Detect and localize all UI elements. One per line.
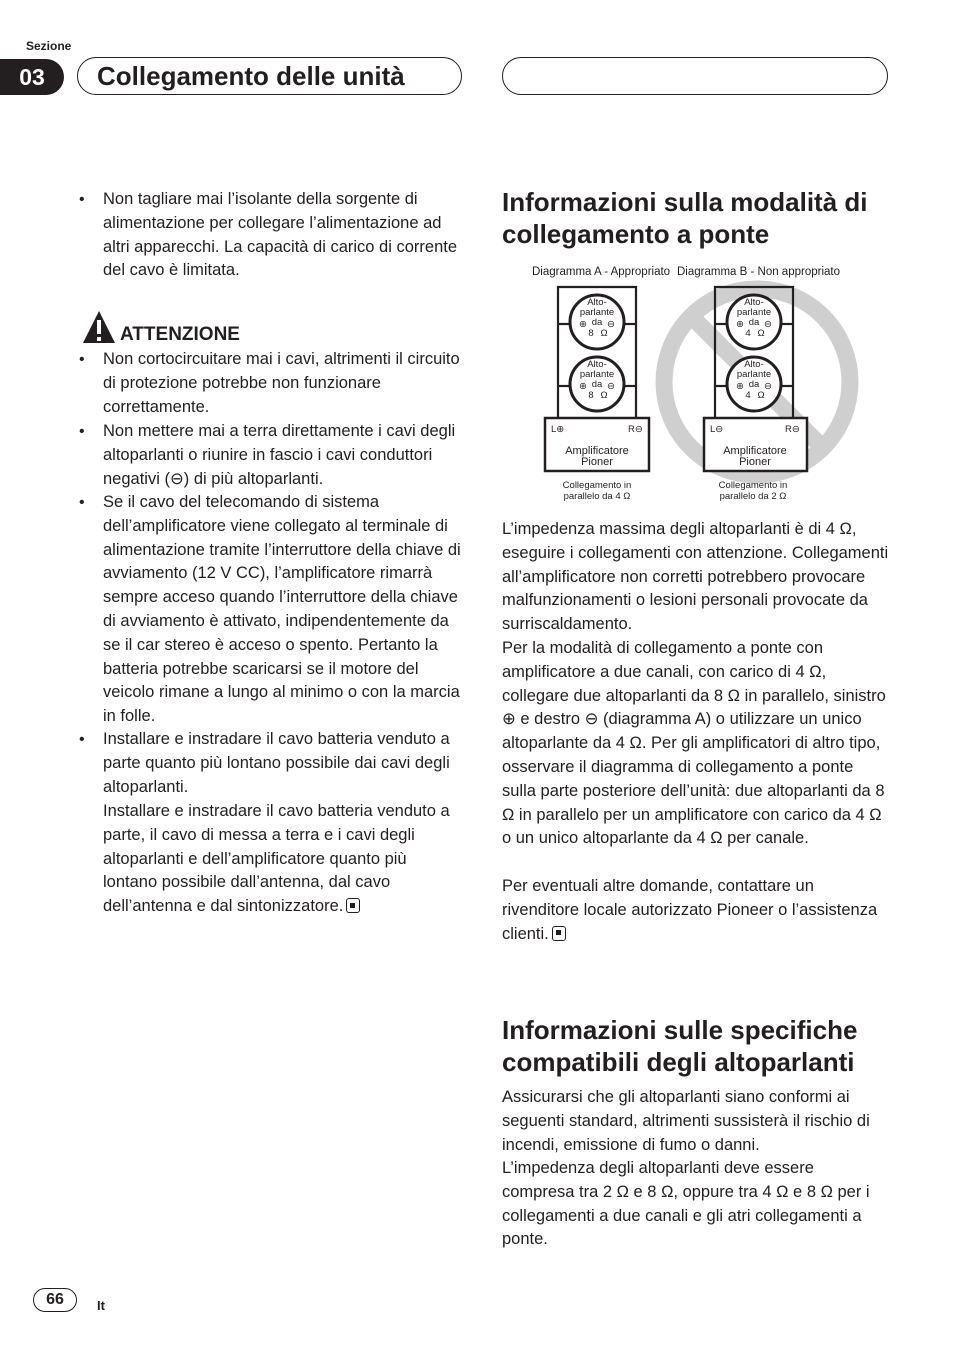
caption-b: Collegamento in — [718, 480, 788, 491]
bullet-dot: • — [79, 494, 85, 511]
amp-l-label: L⊖ — [710, 424, 724, 435]
speaker-text: Ω — [600, 328, 608, 339]
specs-paragraph-2: L’impedenza degli altoparlanti deve essere compresa tra 2 Ω e 8 Ω, oppure tra 4 Ω e 8 Ω per i collegamenti a due canali e gli atri collegamenti a ponte. — [502, 1159, 870, 1249]
heading-speaker-specs: Informazioni sulle specifiche compatibili degli altoparlanti — [502, 1015, 858, 1077]
bridge-paragraph-1: L’impedenza massima degli altoparlanti è di 4 Ω, eseguire i collegamenti con attenzione. Collegamenti all’amplificatore non corretti potrebbero provocare malfunzionamenti o lesioni personali provocate da surriscaldamento. — [502, 520, 889, 634]
speaker-text: Alto- — [587, 297, 607, 308]
bridge-paragraph-3-text: Per eventuali altre domande, contattare un rivenditore locale autorizzato Pioneer o l’assistenza clienti. — [502, 877, 878, 943]
speaker-text: 8 — [588, 390, 594, 401]
speaker-text: da — [591, 317, 603, 328]
attention-bullet-4 — [79, 728, 465, 799]
speaker-text: 4 — [745, 390, 751, 401]
minus-terminal-icon: ⊖ — [764, 381, 772, 392]
attention-title: ATTENZIONE — [120, 324, 240, 345]
minus-terminal-icon: ⊖ — [607, 381, 615, 392]
caption-b: parallelo da 2 Ω — [719, 491, 787, 502]
attention-bullet-3 — [79, 491, 465, 729]
speaker-text: Ω — [757, 390, 765, 401]
speaker-text: Alto- — [744, 297, 764, 308]
amp-name: Amplificatore — [723, 445, 787, 457]
amp-l-label: L⊕ — [551, 424, 565, 435]
speaker-text: da — [748, 317, 760, 328]
language-code: It — [97, 1298, 105, 1313]
bullet-dot: • — [79, 423, 85, 440]
attention-bullet-text: Non mettere mai a terra direttamente i cavi degli altoparlanti o riunire in fascio i cavi conduttori negativi (⊖) di più altoparlanti. — [103, 422, 456, 488]
speaker-text: parlante — [736, 307, 772, 318]
heading-bridge-mode: Informazioni sulla modalità di collegamento a ponte — [502, 187, 868, 249]
header-empty-frame — [502, 57, 888, 95]
plus-terminal-icon: ⊕ — [736, 319, 744, 330]
attention-bullet-text: Se il cavo del telecomando di sistema dell’amplificatore viene collegato al terminale di alimentazione tramite l’interruttore della chiave di avviamento (12 V CC), l’amplificatore rimarrà sempre acceso quando l’interruttore della chiave di avviamento è attivato, indipendentemente da se il car stereo è acceso o spento. Pertanto la batteria potrebbe scaricarsi se il motore del veicolo rimane a lungo al minimo o con la marcia in folle. — [103, 493, 461, 726]
bullet-dot: • — [79, 731, 85, 748]
warning-icon — [82, 310, 116, 349]
speaker-text: Alto- — [744, 359, 764, 370]
plus-terminal-icon: ⊕ — [579, 381, 587, 392]
speaker-text: parlante — [579, 369, 615, 380]
attention-continuation-text: Installare e instradare il cavo batteria venduto a parte, il cavo di messa a terra e i cavi degli altoparlanti e dell’amplificatore quanto più lontano possibile dall’antenna, dal cavo dell’antenna e dal sintonizzatore. — [103, 802, 450, 916]
minus-terminal-icon: ⊖ — [607, 319, 615, 330]
plus-terminal-icon: ⊕ — [579, 319, 587, 330]
speaker-text: Alto- — [587, 359, 607, 370]
section-title: Collegamento delle unità — [97, 61, 405, 91]
attention-bullet-2 — [79, 420, 465, 491]
end-mark-icon — [552, 926, 566, 941]
attention-bullet-text: Non cortocircuitare mai i cavi, altrimenti il circuito di protezione potrebbe non funzionare correttamente. — [103, 350, 460, 416]
speaker-text: parlante — [736, 369, 772, 380]
amp-name: Amplificatore — [565, 445, 629, 457]
attention-bullet-1 — [79, 348, 465, 419]
speaker-text: 8 — [588, 328, 594, 339]
speaker-text: Ω — [600, 390, 608, 401]
minus-terminal-icon: ⊖ — [764, 319, 772, 330]
diagram-a-label: Diagramma A - Appropriato — [532, 266, 671, 278]
amp-r-label: R⊖ — [628, 424, 643, 435]
speaker-text: Ω — [757, 328, 765, 339]
bridge-connection-diagram — [528, 260, 863, 510]
speaker-text: parlante — [579, 307, 615, 318]
section-number-badge: 03 — [0, 59, 64, 95]
bullet-dot: • — [79, 351, 85, 368]
attention-continuation — [103, 800, 465, 919]
speaker-text: da — [748, 379, 760, 390]
diagram-b-label: Diagramma B - Non appropriato — [677, 266, 840, 278]
section-label: Sezione — [26, 39, 72, 53]
intro-bullet — [79, 188, 465, 283]
caption-a: parallelo da 4 Ω — [563, 491, 631, 502]
attention-bullet-text: Installare e instradare il cavo batteria venduto a parte quanto più lontano possibile dai cavi degli altoparlanti. — [103, 730, 450, 796]
speaker-text: 4 — [745, 328, 751, 339]
amp-r-label: R⊖ — [785, 424, 800, 435]
bridge-paragraph-3 — [502, 875, 890, 946]
bullet-dot: • — [79, 191, 85, 208]
end-mark-icon — [346, 898, 360, 913]
intro-bullet-text: Non tagliare mai l’isolante della sorgente di alimentazione per collegare l’alimentazione ad altri apparecchi. La capacità di carico di corrente del cavo è limitata. — [103, 190, 458, 280]
bridge-paragraph-2: Per la modalità di collegamento a ponte con amplificatore a due canali, con carico di 4 Ω, collegare due altoparlanti da 8 Ω in parallelo, sinistro ⊕ e destro ⊖ (diagramma A) o utilizzare un unico altoparlante da 4 Ω. Per gli amplificatori di altro tipo, osservare il diagramma di collegamento a ponte sulla parte posteriore dell’unità: due altoparlanti da 8 Ω in parallelo per un amplificatore con carico da 4 Ω o un unico altoparlante da 4 Ω per canale. — [502, 639, 886, 848]
specs-paragraph-1: Assicurarsi che gli altoparlanti siano conformi ai seguenti standard, altrimenti sussisterà il rischio di incendi, emissione di fumo o danni. — [502, 1088, 870, 1154]
caption-a: Collegamento in — [562, 480, 632, 491]
plus-terminal-icon: ⊕ — [736, 381, 744, 392]
amp-name: Pioner — [739, 456, 771, 468]
amp-name: Pioner — [581, 456, 613, 468]
speaker-text: da — [591, 379, 603, 390]
page-number: 66 — [33, 1288, 77, 1312]
